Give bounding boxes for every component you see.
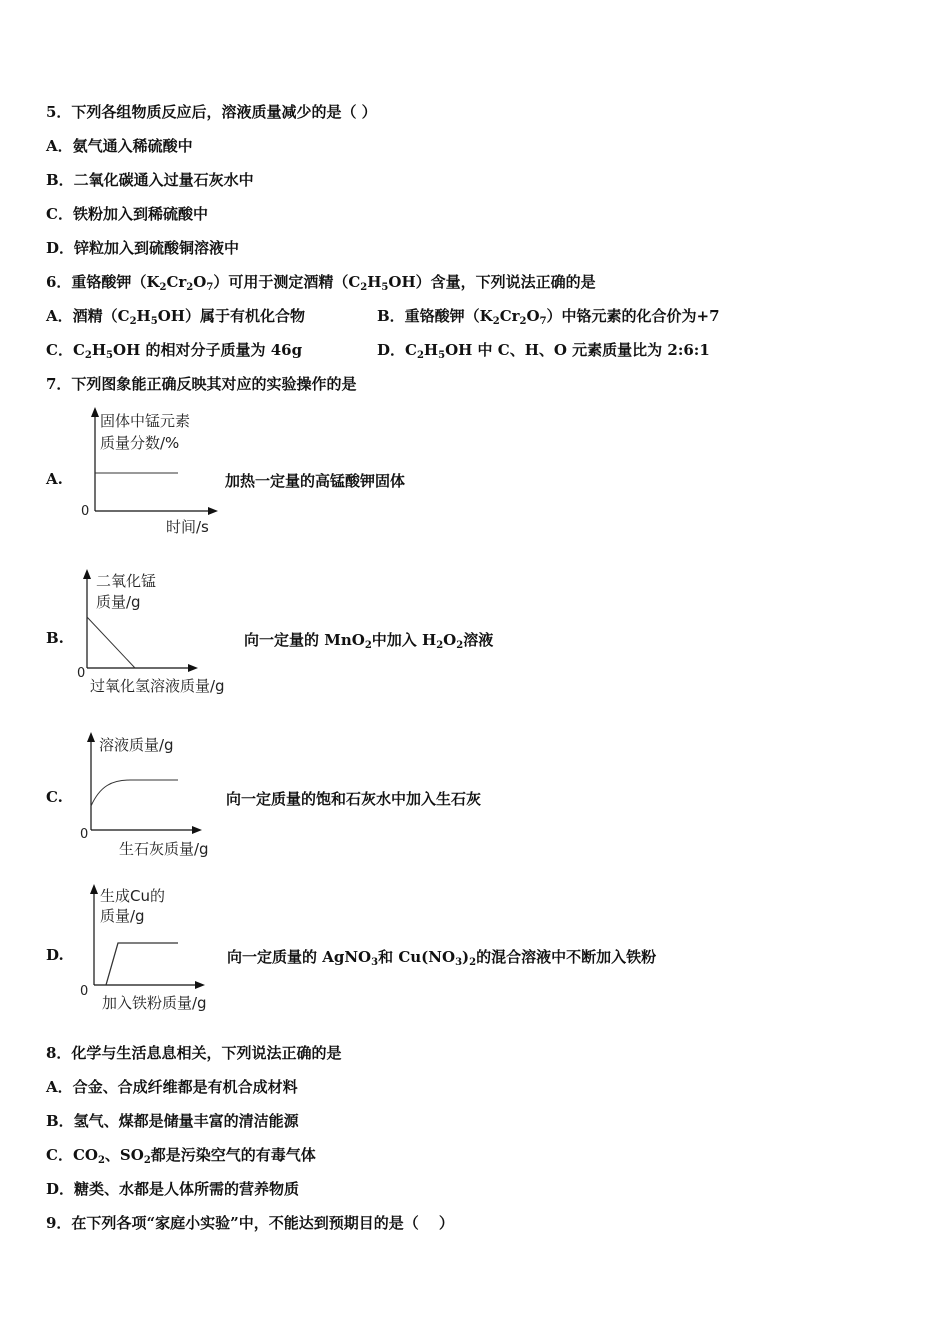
q7-graph-c bbox=[72, 728, 242, 863]
q6-option-b: B．重铬酸钾$(K_2Cr_2O_7)$中铬元素的化合价为+7 bbox=[377, 307, 720, 327]
y-label-1: 溶液质量/g bbox=[99, 736, 174, 754]
x-label: 生石灰质量/g bbox=[119, 840, 209, 858]
origin-label: 0 bbox=[81, 504, 90, 519]
data-line bbox=[106, 943, 178, 985]
origin-label: 0 bbox=[80, 827, 89, 842]
q7-option-c-desc: 向一定质量的饱和石灰水中加入生石灰 bbox=[226, 790, 482, 808]
data-curve bbox=[91, 780, 178, 806]
y-axis-arrow bbox=[91, 407, 99, 417]
x-axis-arrow bbox=[188, 664, 198, 672]
q6-option-c: C．$C_2H_5OH$ 的相对分子质量为 46g bbox=[46, 341, 303, 361]
origin-label: 0 bbox=[77, 666, 86, 681]
y-label-2: 质量分数/% bbox=[100, 434, 180, 452]
q7-option-b-desc: 向一定量的 MnO$_2$中加入 $H_2O_2$溶液 bbox=[244, 631, 494, 651]
q8-option-b: B．氢气、煤都是储量丰富的清洁能源 bbox=[46, 1112, 299, 1130]
y-label-1: 固体中锰元素 bbox=[100, 412, 191, 430]
x-label: 加入铁粉质量/g bbox=[102, 994, 207, 1012]
q7-graph-a bbox=[70, 405, 240, 540]
y-axis-arrow bbox=[87, 732, 95, 742]
q7-option-d-letter: D. bbox=[46, 946, 64, 964]
y-label-1: 生成Cu的 bbox=[100, 887, 165, 905]
q9-stem: 9．在下列各项“家庭小实验”中，不能达到预期目的是（ ） bbox=[46, 1214, 454, 1232]
y-label-2: 质量/g bbox=[100, 907, 145, 925]
q6-stem: 6．重铬酸钾$(K_2Cr_2O_7)$可用于测定酒精$(C_2H_5OH)$含量，下列说法正确的是 bbox=[46, 273, 596, 293]
q7-option-a-letter: A. bbox=[46, 470, 63, 488]
q5-option-d: D．锌粒加入到硫酸铜溶液中 bbox=[46, 239, 240, 257]
q8-option-d: D．糖类、水都是人体所需的营养物质 bbox=[46, 1180, 300, 1198]
origin-label: 0 bbox=[80, 984, 89, 999]
q7-option-d-desc: 向一定质量的 AgNO$_3$和 $Cu(NO_3)_2$的混合溶液中不断加入铁粉 bbox=[227, 948, 657, 968]
y-label-2: 质量/g bbox=[96, 593, 141, 611]
q7-option-b-letter: B. bbox=[46, 629, 64, 647]
y-axis-arrow bbox=[90, 884, 98, 894]
q7-stem: 7．下列图象能正确反映其对应的实验操作的是 bbox=[46, 375, 357, 393]
y-axis-arrow bbox=[83, 569, 91, 579]
q6-options-ab bbox=[46, 306, 305, 326]
q5-option-b: B．二氧化碳通入过量石灰水中 bbox=[46, 171, 254, 189]
q6-option-d: D．$C_2H_5OH$ 中 C、H、O 元素质量比为 2:6:1 bbox=[377, 341, 710, 361]
data-line bbox=[87, 617, 135, 668]
q5-option-a: A．氨气通入稀硫酸中 bbox=[46, 137, 193, 155]
q5-option-c: C．铁粉加入到稀硫酸中 bbox=[46, 205, 208, 223]
q8-option-a: A．合金、合成纤维都是有机合成材料 bbox=[46, 1078, 298, 1096]
x-label: 过氧化氢溶液质量/g bbox=[90, 677, 225, 695]
q7-option-c-letter: C. bbox=[46, 788, 63, 806]
q8-option-c: C．$CO_2$、$SO_2$都是污染空气的有毒气体 bbox=[46, 1146, 316, 1166]
q8-stem: 8．化学与生活息息相关，下列说法正确的是 bbox=[46, 1044, 342, 1062]
x-axis-arrow bbox=[192, 826, 202, 834]
q5-stem: 5．下列各组物质反应后，溶液质量减少的是（ ） bbox=[46, 103, 377, 121]
x-label: 时间/s bbox=[166, 518, 209, 536]
q6-option-a: A．酒精$(C_2H_5OH)$属于有机化合物 bbox=[46, 307, 305, 327]
x-axis-arrow bbox=[208, 507, 218, 515]
q7-option-a-desc: 加热一定量的高锰酸钾固体 bbox=[225, 472, 406, 490]
y-label-1: 二氧化锰 bbox=[96, 572, 157, 590]
x-axis-arrow bbox=[195, 981, 205, 989]
q7-graph-d bbox=[72, 880, 242, 1020]
q7-graph-b bbox=[70, 565, 250, 700]
